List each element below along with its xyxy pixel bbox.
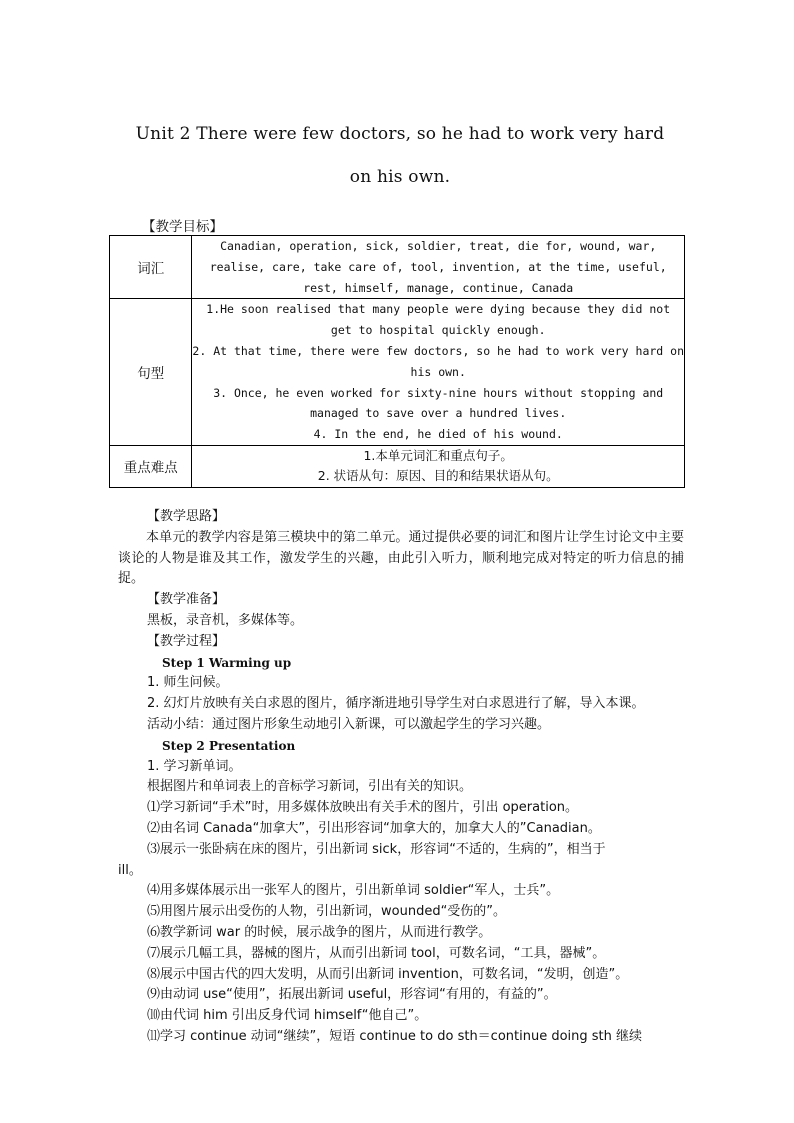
step2-item-continuation: ill。 — [118, 862, 142, 878]
vocab-line: rest, himself, manage, continue, Canada — [303, 280, 574, 295]
keypoints-label: 重点难点 — [110, 445, 192, 487]
step1-item: 2. 幻灯片放映有关白求恩的图片，循序渐进地引导学生对白求恩进行了解，导入本课。 — [147, 696, 645, 712]
keypoint-line: 1.本单元词汇和重点句子。 — [363, 448, 513, 464]
keypoints-row — [110, 445, 685, 487]
sentence-line: his own. — [410, 364, 466, 379]
unit-title-line2: on his own. — [349, 167, 451, 187]
sentence-line: 2. At that time, there were few doctors, so he had to work very hard on — [192, 343, 684, 358]
step2-item: ⑹教学新词 war 的时候，展示战争的图片，从而进行教学。 — [147, 924, 492, 940]
keypoints-content — [192, 445, 685, 487]
step1-item: 1. 师生问候。 — [147, 675, 229, 691]
step1-summary: 活动小结：通过图片形象生动地引入新课，可以激起学生的学习兴趣。 — [147, 716, 551, 732]
step2-item: 根据图片和单词表上的音标学习新词，引出有关的知识。 — [147, 779, 473, 795]
lesson-body — [118, 507, 684, 1048]
step2-item: ⑶展示一张卧病在床的图片，引出新词 sick，形容词“不适的，生病的”，相当于 — [147, 841, 606, 857]
vocab-row — [110, 236, 685, 299]
objectives-heading: 【教学目标】 — [142, 219, 223, 235]
unit-title-line1: Unit 2 There were few doctors, so he had to work very hard — [135, 124, 665, 144]
sentence-line: 1.He soon realised that many people were dying because they did not — [206, 302, 671, 317]
objectives-table — [109, 235, 685, 488]
step2-item: ⑽由代词 him 引出反身代词 himself“他自己”。 — [147, 1008, 428, 1024]
step2-item: ⑸用图片展示出受伤的人物，引出新词，wounded“受伤的”。 — [147, 904, 507, 920]
sentence-line: 4. In the end, he died of his wound. — [313, 427, 563, 442]
step2-item: ⑼由动词 use“使用”，拓展出新词 useful，形容词“有用的，有益的”。 — [147, 987, 557, 1003]
sentence-content — [192, 299, 685, 446]
keypoint-line: 2. 状语从句：原因、目的和结果状语从句。 — [317, 468, 559, 484]
vocab-label: 词汇 — [110, 236, 192, 299]
vocab-content — [192, 236, 685, 299]
prep-text: 黑板，录音机，多媒体等。 — [147, 612, 304, 628]
step1-title: Step 1 Warming up — [162, 655, 292, 670]
sentence-line: managed to save over a hundred lives. — [310, 406, 567, 421]
prep-heading: 【教学准备】 — [147, 592, 226, 608]
sentence-label: 句型 — [110, 299, 192, 446]
sentence-line: get to hospital quickly enough. — [330, 323, 546, 338]
thinking-heading: 【教学思路】 — [147, 509, 226, 524]
step2-item: ⑻展示中国古代的四大发明，从而引出新词 invention，可数名词，“发明，创造”。 — [147, 966, 629, 982]
step2-item: ⑾学习 continue 动词“继续”，短语 continue to do sth＝continue doing sth 继续 — [147, 1028, 643, 1044]
vocab-line: realise, care, take care of, tool, invention, at the time, useful, — [209, 259, 667, 274]
thinking-paragraph: 本单元的教学内容是第三模块中的第二单元。通过提供必要的词汇和图片让学生讨论文中主要谈论的人物是谁及其工作，激发学生的兴趣，由此引入听力，顺利地完成对特定的听力信息的捕捉。 — [118, 529, 684, 587]
step2-item: ⑴学习新词“手术”时，用多媒体放映出有关手术的图片，引出 operation。 — [147, 800, 579, 816]
sentence-line: 3. Once, he even worked for sixty-nine hours without stopping and — [213, 385, 664, 400]
process-heading: 【教学过程】 — [147, 633, 226, 649]
step2-item: ⑺展示几幅工具，器械的图片，从而引出新词 tool，可数名词，“工具，器械”。 — [147, 945, 606, 961]
sentence-row — [110, 299, 685, 446]
step2-item: ⑷用多媒体展示出一张军人的图片，引出新单词 soldier“军人，士兵”。 — [147, 883, 560, 899]
vocab-line: Canadian, operation, sick, soldier, treat, die for, wound, war, — [220, 239, 657, 253]
step2-item: ⑵由名词 Canada“加拿大”，引出形容词“加拿大的，加拿大人的”Canadian。 — [147, 820, 601, 836]
step2-title: Step 2 Presentation — [162, 738, 296, 753]
step2-item: 1. 学习新单词。 — [147, 758, 242, 774]
